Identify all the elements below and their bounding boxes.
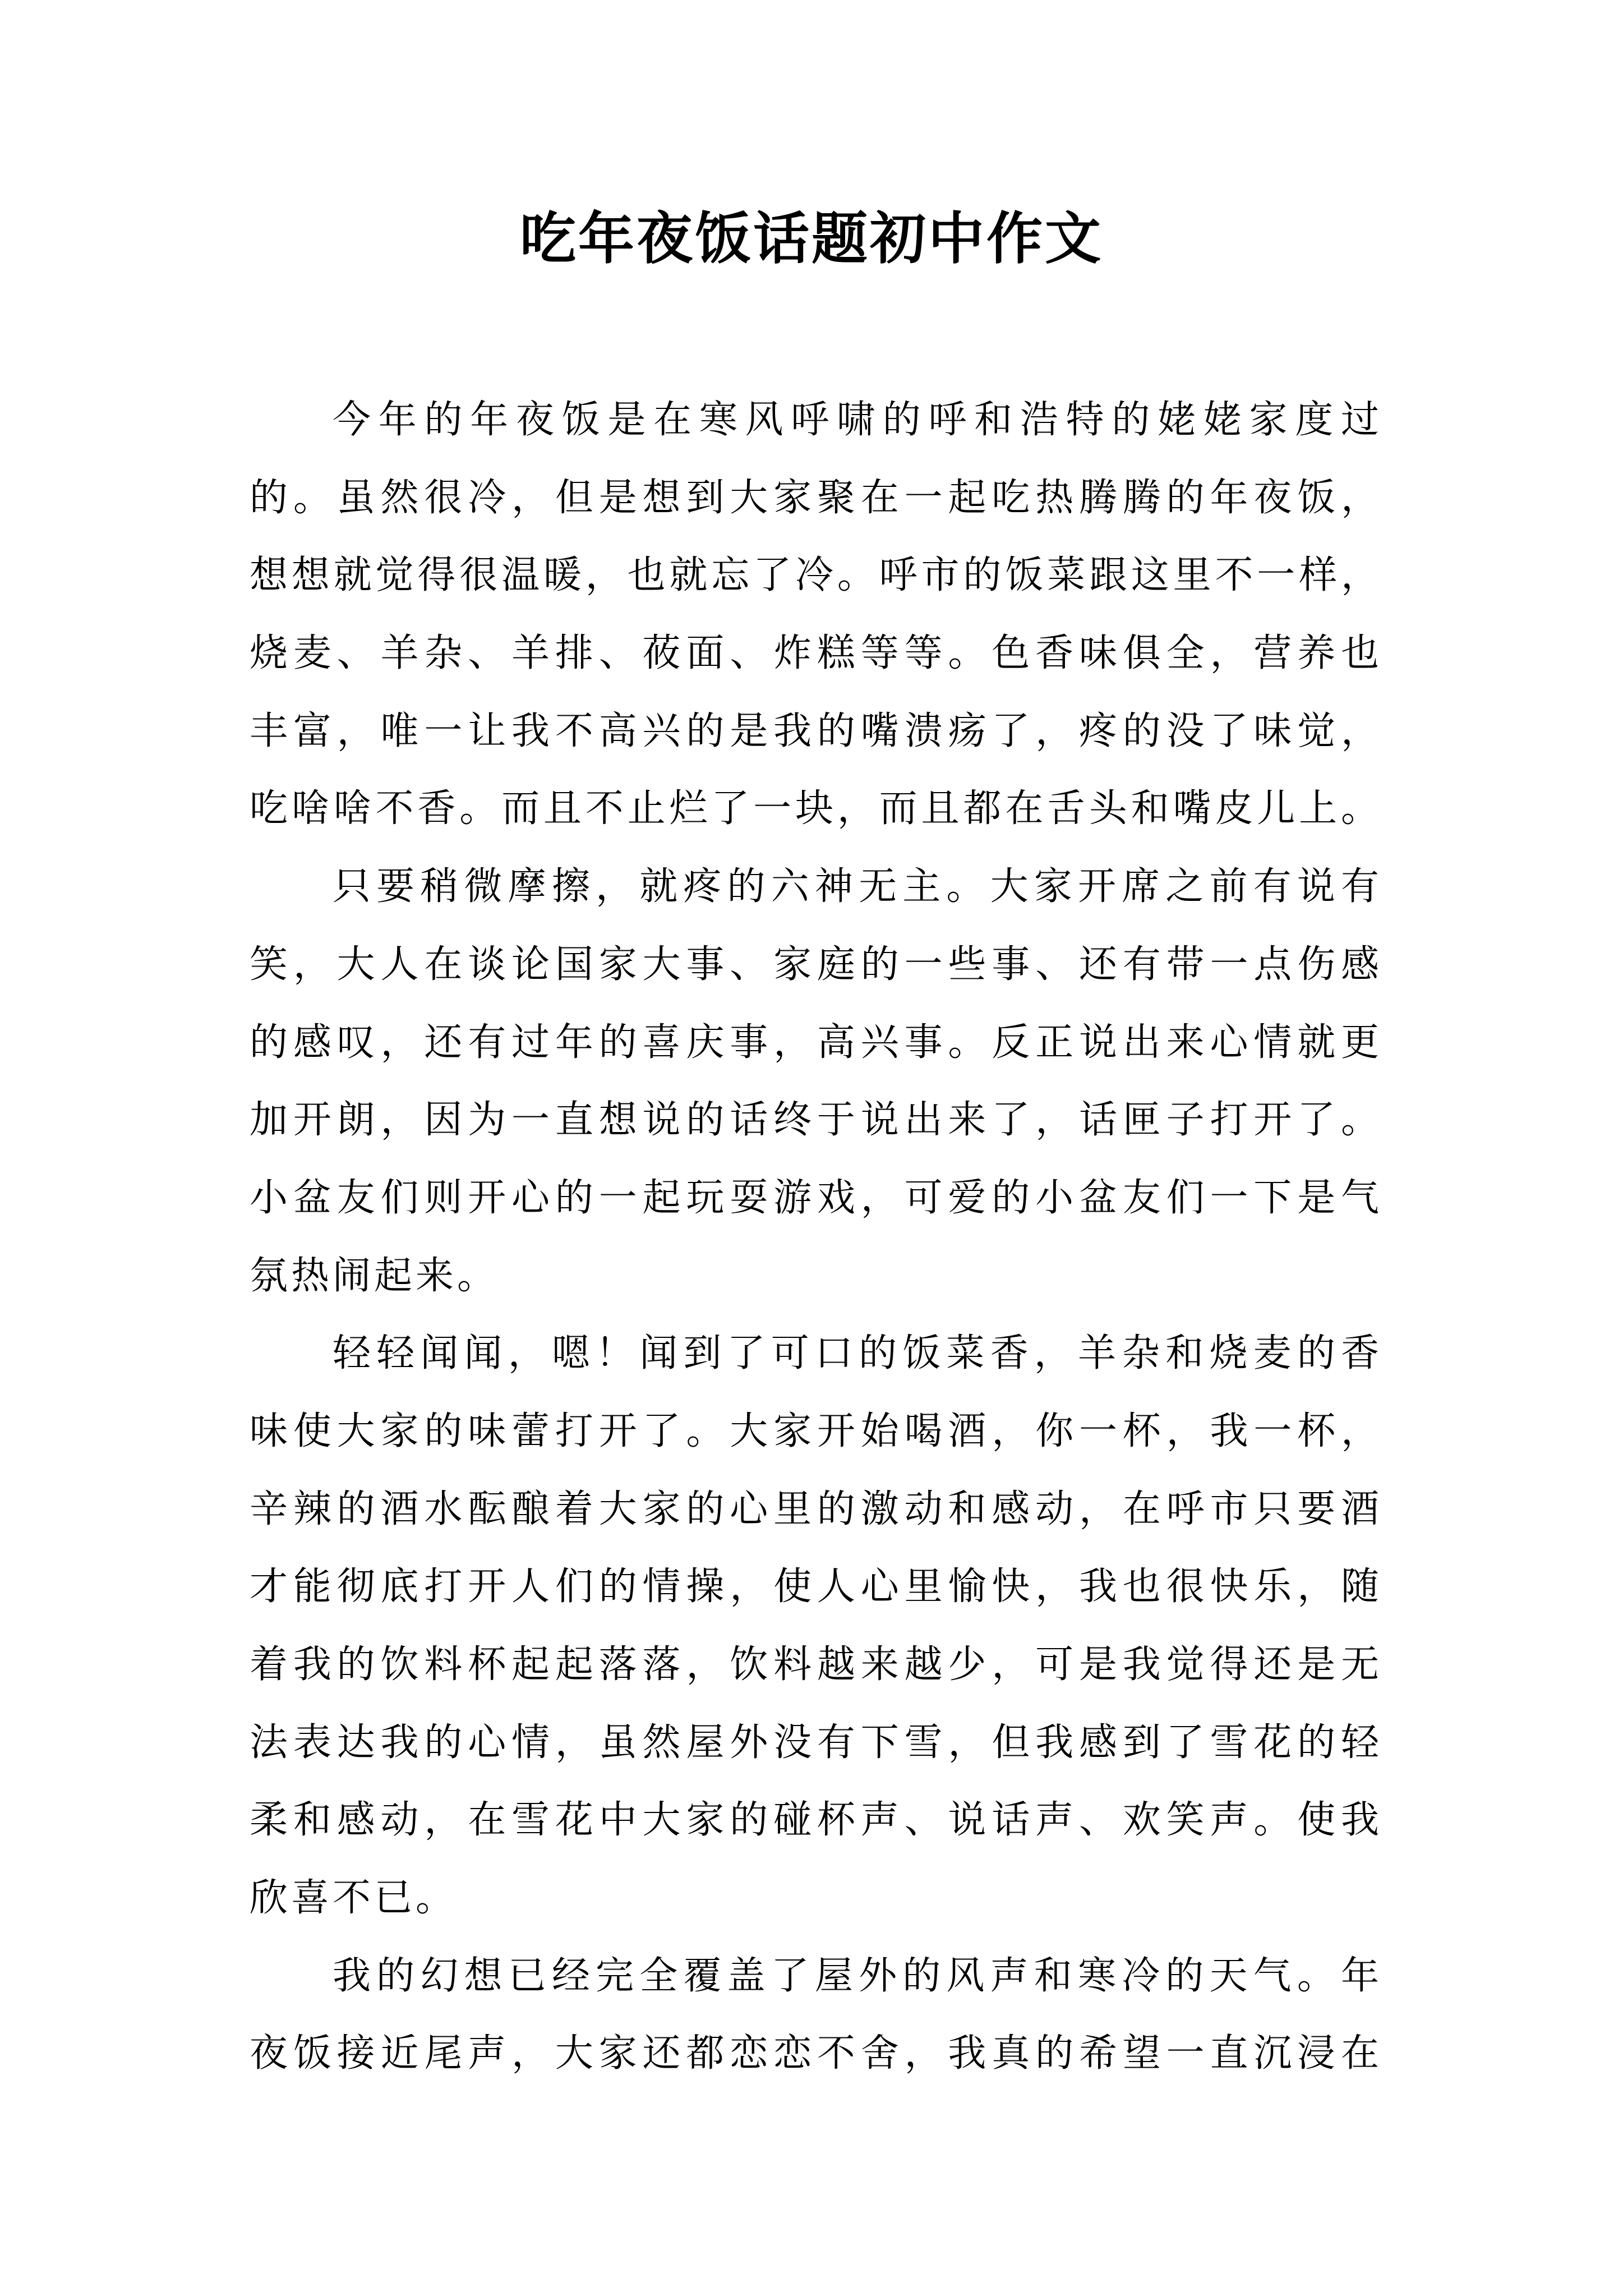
text-line: 辛辣的酒水酝酿着大家的心里的激动和感动，在呼市只要酒 xyxy=(250,1487,1382,1531)
text-line: 的。虽然很冷，但是想到大家聚在一起吃热腾腾的年夜饭， xyxy=(250,475,1382,520)
text-line: 丰富，唯一让我不高兴的是我的嘴溃疡了，疼的没了味觉， xyxy=(250,708,1382,753)
text-line: 欣喜不已。 xyxy=(250,1876,458,1921)
document-title: 吃年夜饭话题初中作文 xyxy=(520,205,1103,272)
text-line: 加开朗，因为一直想说的话终于说出来了，话匣子打开了。 xyxy=(250,1098,1382,1143)
text-line: 今年的年夜饭是在寒风呼啸的呼和浩特的姥姥家度过 xyxy=(333,398,1382,442)
paragraph-1 xyxy=(250,381,1382,848)
text-line: 着我的饮料杯起起落落，饮料越来越少，可是我觉得还是无 xyxy=(250,1642,1382,1687)
text-line: 烧麦、羊杂、羊排、莜面、炸糕等等。色香味俱全，营养也 xyxy=(250,631,1382,676)
text-line: 柔和感动，在雪花中大家的碰杯声、说话声、欢笑声。使我 xyxy=(250,1798,1382,1843)
document-body xyxy=(250,381,1382,2093)
text-line: 吃啥啥不香。而且不止烂了一块，而且都在舌头和嘴皮儿上。 xyxy=(250,786,1382,831)
text-line: 法表达我的心情，虽然屋外没有下雪，但我感到了雪花的轻 xyxy=(250,1720,1382,1765)
text-line: 我的幻想已经完全覆盖了屋外的风声和寒冷的天气。年 xyxy=(333,1953,1382,1998)
text-line: 只要稍微摩擦，就疼的六神无主。大家开席之前有说有 xyxy=(333,864,1382,909)
text-line: 笑，大人在谈论国家大事、家庭的一些事、还有带一点伤感 xyxy=(250,942,1382,987)
paragraph-4 xyxy=(250,1938,1382,2093)
text-line: 轻轻闻闻，嗯！闻到了可口的饭菜香，羊杂和烧麦的香 xyxy=(333,1331,1382,1376)
text-line: 氛热闹起来。 xyxy=(250,1253,499,1298)
text-line: 夜饭接近尾声，大家还都恋恋不舍，我真的希望一直沉浸在 xyxy=(250,2031,1382,2076)
paragraph-2 xyxy=(250,848,1382,1315)
text-line: 的感叹，还有过年的喜庆事，高兴事。反正说出来心情就更 xyxy=(250,1020,1382,1065)
paragraph-3 xyxy=(250,1315,1382,1938)
text-line: 味使大家的味蕾打开了。大家开始喝酒，你一杯，我一杯， xyxy=(250,1409,1382,1453)
text-line: 小盆友们则开心的一起玩耍游戏，可爱的小盆友们一下是气 xyxy=(250,1175,1382,1220)
text-line: 才能彻底打开人们的情操，使人心里愉快，我也很快乐，随 xyxy=(250,1565,1382,1609)
text-line: 想想就觉得很温暖，也就忘了冷。呼市的饭菜跟这里不一样， xyxy=(250,553,1382,598)
